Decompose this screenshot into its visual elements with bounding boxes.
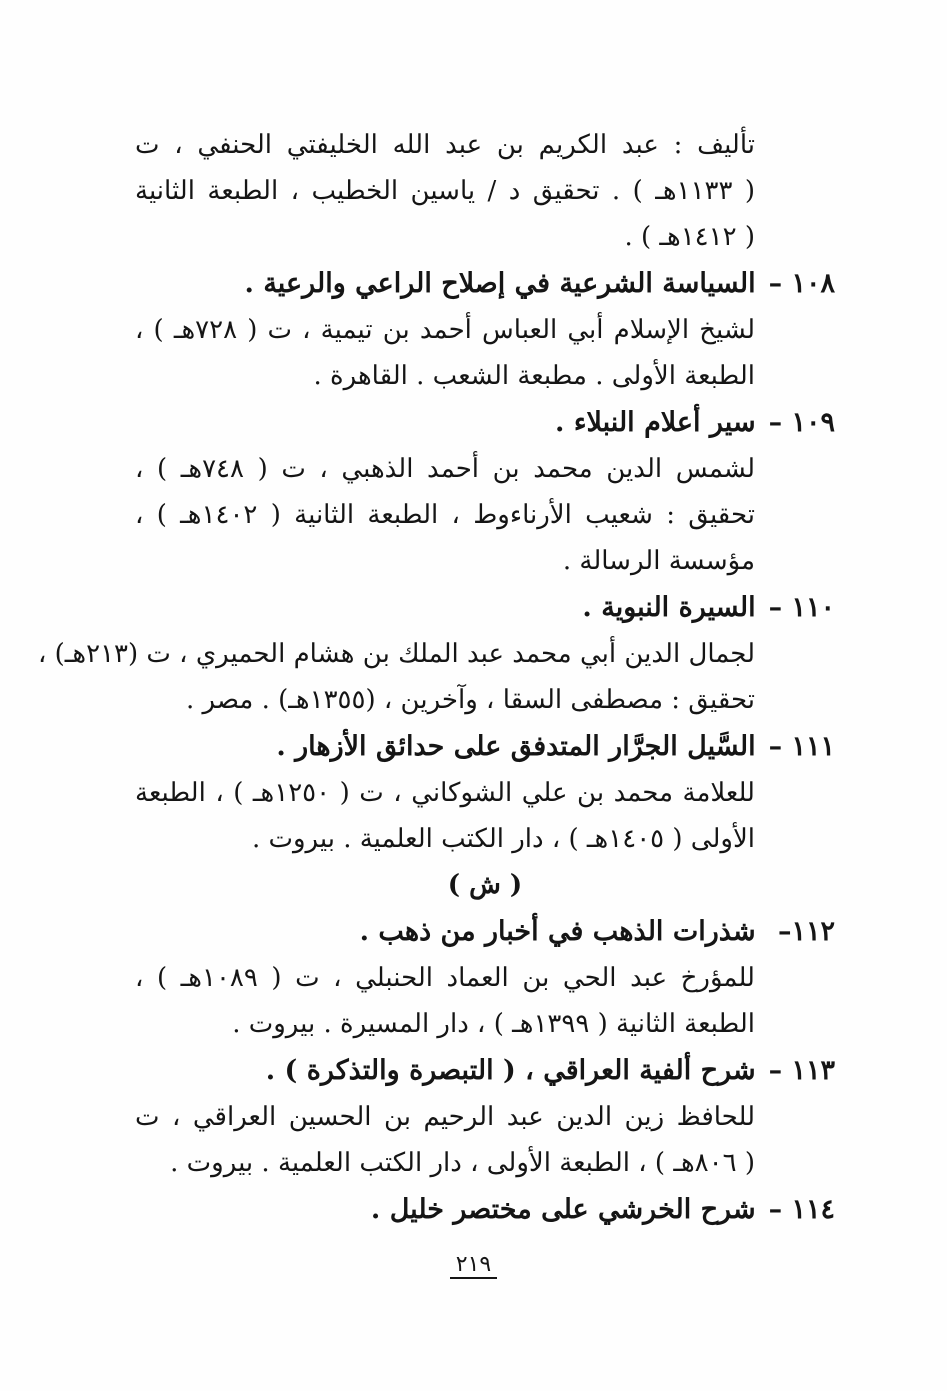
entry-line: الطبعة الأولى . مطبعة الشعب . القاهرة . (313, 361, 755, 391)
entry-title-text: السيرة النبوية . (582, 592, 756, 623)
entry-title-114 (135, 1186, 835, 1233)
entry-line: تأليف : عبد الكريم بن عبد الله الخليفتي الحنفي ، ت (135, 130, 755, 160)
section-heading: ( ش ) (447, 870, 523, 900)
entry-line: ( ١١٣٣هـ ) . تحقيق د / ياسين الخطيب ، الطبعة الثانية (135, 176, 755, 206)
entry-title-text: سير أعلام النبلاء . (555, 407, 756, 438)
entry-line: لشيخ الإسلام أبي العباس أحمد بن تيمية ، ت ( ٧٢٨هـ ) ، (135, 315, 755, 345)
page-number (0, 1252, 947, 1279)
entry-title-text: شذرات الذهب في أخبار من ذهب . (359, 916, 756, 947)
entry-title-110 (135, 584, 835, 631)
entry-line: تحقيق : شعيب الأرناءوط ، الطبعة الثانية ( ١٤٠٢هـ ) ، (135, 500, 755, 530)
entry-title-text: السياسة الشرعية في إصلاح الراعي والرعية . (244, 268, 756, 299)
entry-line: لشمس الدين محمد بن أحمد الذهبي ، ت ( ٧٤٨هـ ) ، (135, 454, 755, 484)
entry-line: تحقيق : مصطفى السقا ، وآخرين ، (١٣٥٥هـ) . مصر . (186, 685, 755, 715)
entry-number: ١١٤ – (768, 1194, 835, 1225)
entry-title-108 (135, 260, 835, 307)
entry-line: للحافظ زين الدين عبد الرحيم بن الحسين العراقي ، ت (135, 1102, 755, 1132)
entry-title-text: شرح ألفية العراقي ، ( التبصرة والتذكرة ) . (265, 1055, 756, 1086)
entry-line: ( ١٤١٢هـ ) . (624, 222, 755, 252)
entry-number: ١٠٨ – (768, 268, 835, 299)
entry-number: ١٠٩ – (768, 407, 835, 438)
entry-number: ١١٢– (777, 916, 835, 947)
entry-title-109 (135, 399, 835, 446)
page-number-text: ٢١٩ (450, 1253, 497, 1279)
entry-title-text: شرح الخرشي على مختصر خليل . (370, 1194, 756, 1225)
entry-line: الأولى ( ١٤٠٥هـ ) ، دار الكتب العلمية . بيروت . (251, 824, 755, 854)
entry-line: الطبعة الثانية ( ١٣٩٩هـ ) ، دار المسيرة . بيروت . (232, 1009, 755, 1039)
entry-line: للعلامة محمد بن علي الشوكاني ، ت ( ١٢٥٠هـ ) ، الطبعة (135, 778, 755, 808)
entry-line: لجمال الدين أبي محمد عبد الملك بن هشام الحميري ، ت (٢١٣هـ) ، (37, 639, 755, 669)
entry-title-112 (135, 908, 835, 955)
entry-line: للمؤرخ عبد الحي بن العماد الحنبلي ، ت ( ١٠٨٩هـ ) ، (135, 963, 755, 993)
entry-title-113 (135, 1047, 835, 1094)
entry-number: ١١٠ – (768, 592, 835, 623)
entry-title-text: السَّيل الجرَّار المتدفق على حدائق الأزهار . (276, 731, 756, 762)
entry-number: ١١٣ – (768, 1055, 835, 1086)
bibliography-list (37, 122, 835, 1233)
entry-number: ١١١ – (768, 731, 835, 762)
entry-title-111 (135, 723, 835, 770)
entry-line: ( ٨٠٦هـ ) ، الطبعة الأولى ، دار الكتب العلمية . بيروت . (170, 1148, 755, 1178)
entry-line: مؤسسة الرسالة . (562, 546, 755, 576)
